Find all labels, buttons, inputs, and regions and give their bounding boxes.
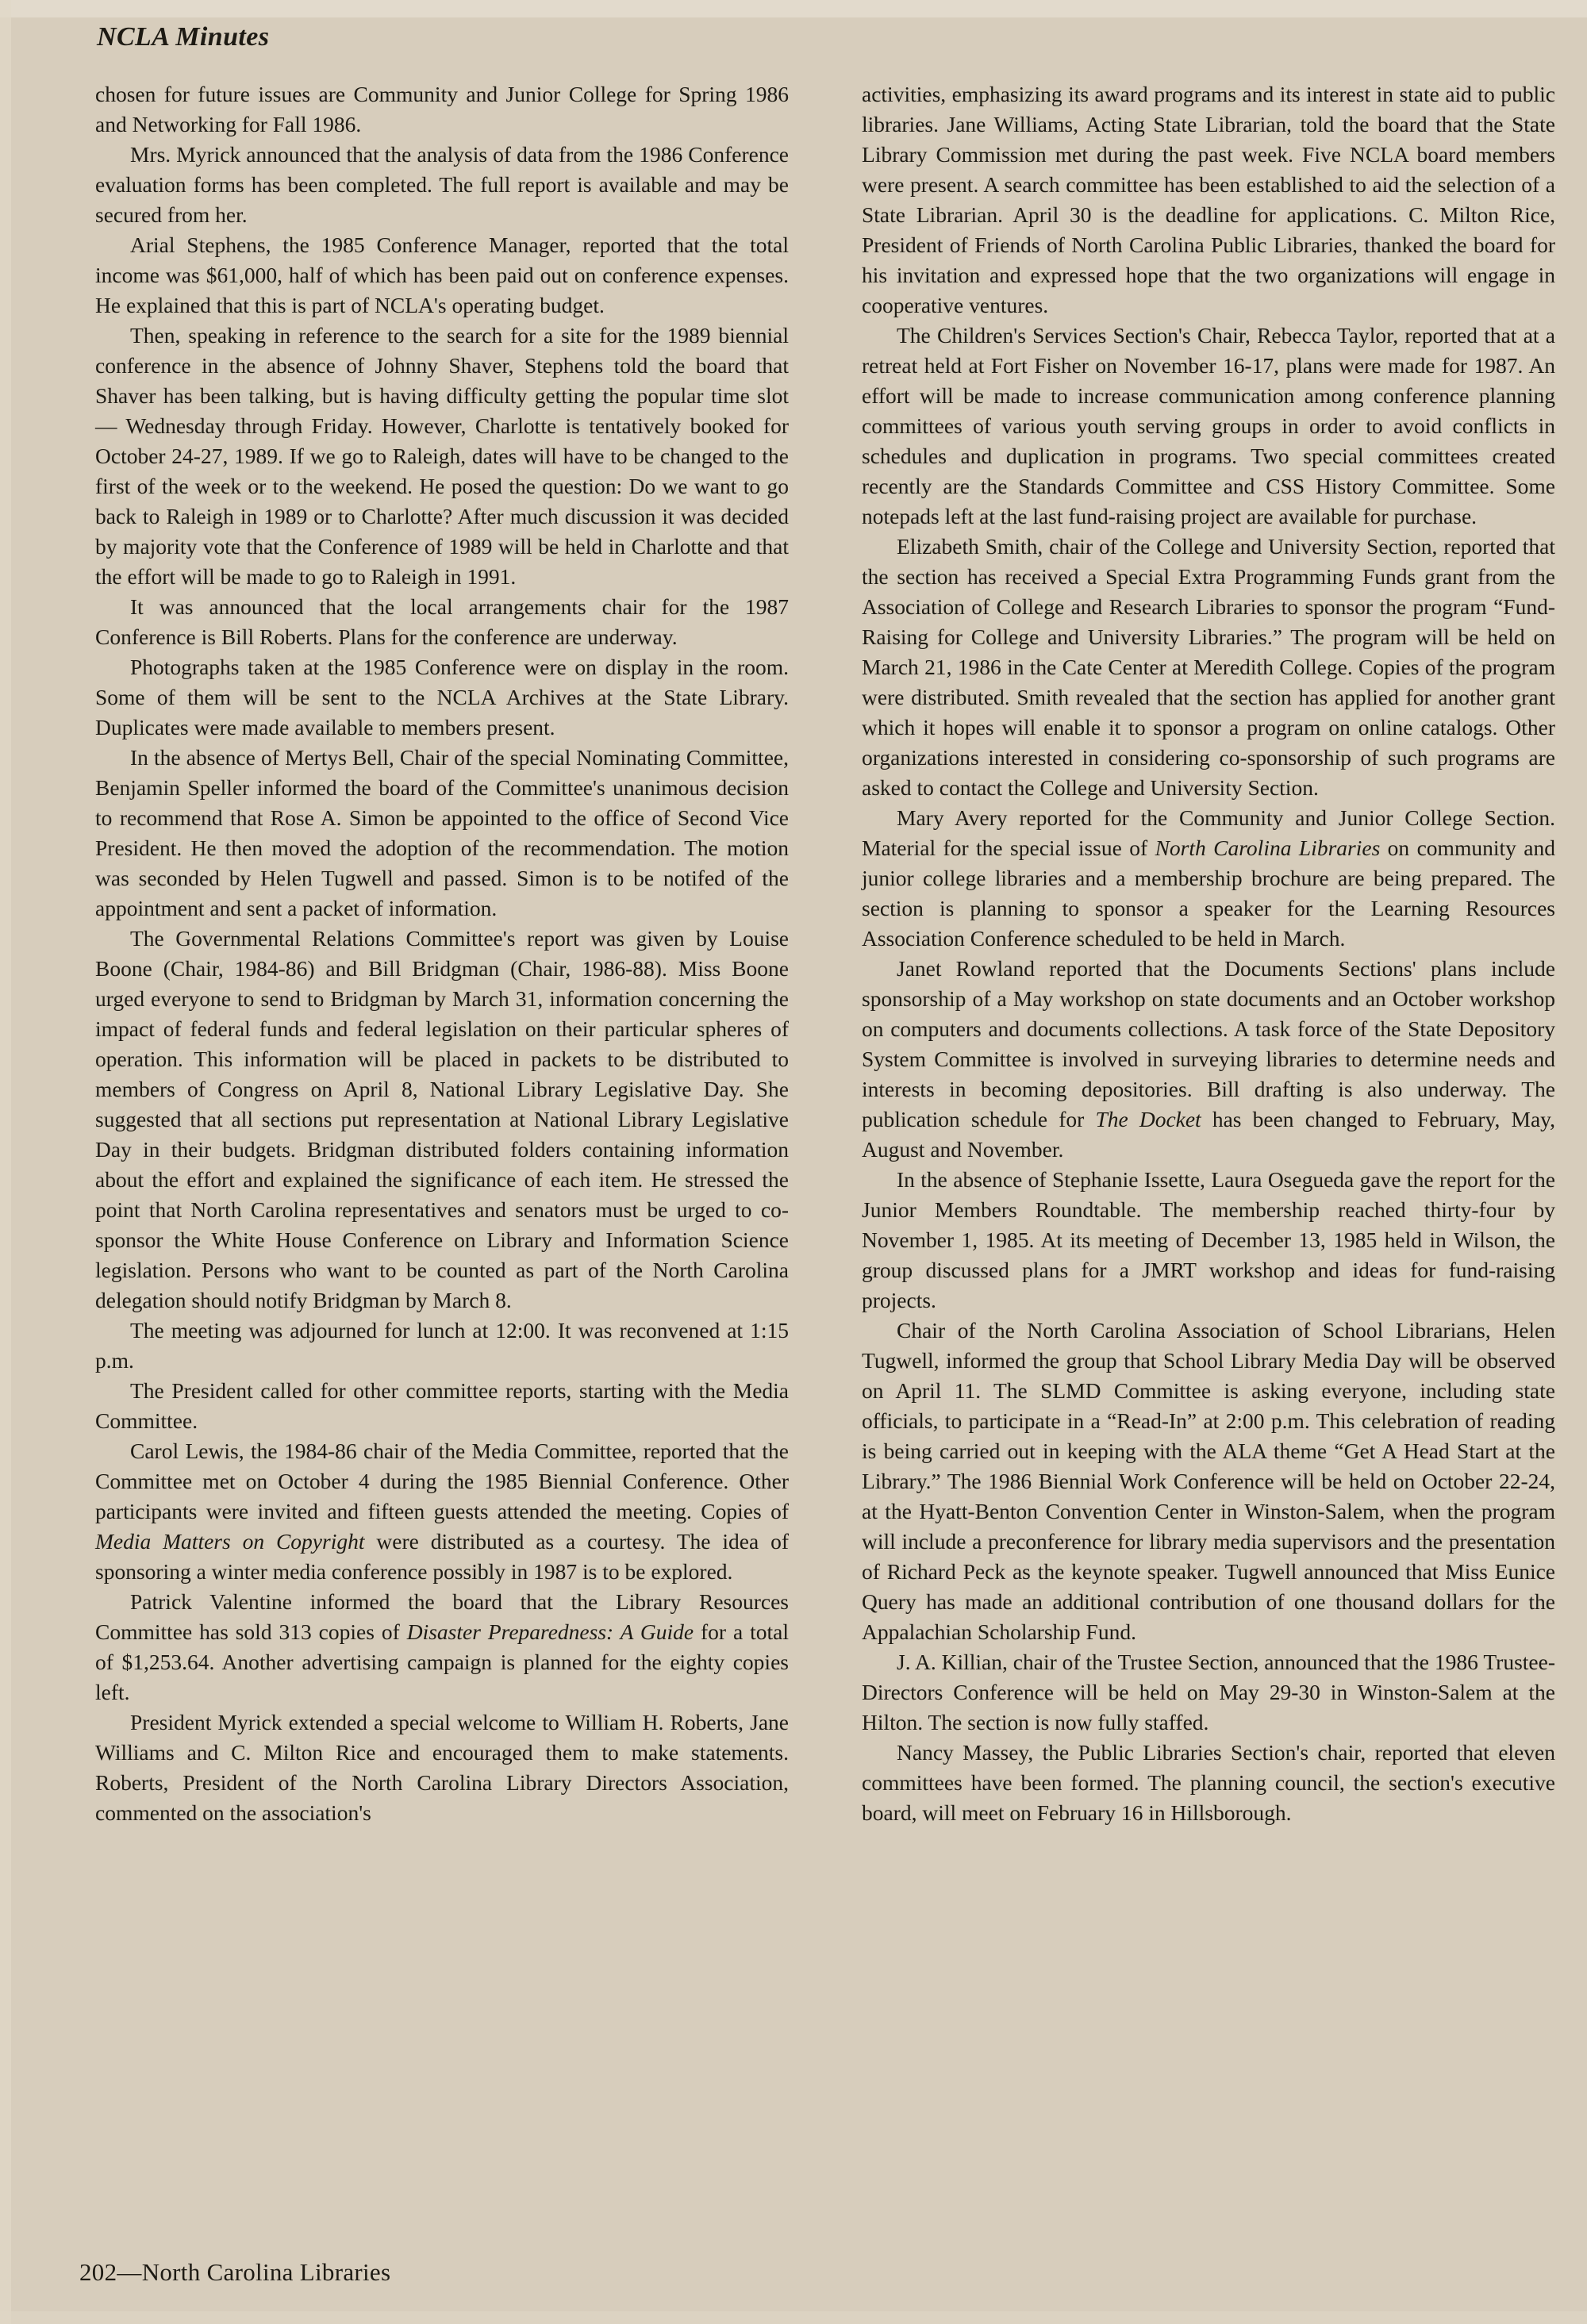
paragraph: Janet Rowland reported that the Documents Sections' plans include sponsorship of a May workshop on state documents and an October workshop on computers and documents collections. A task force of the State Depository System Committee is involved in surveying libraries to determine needs and interests in becoming depositories. Bill drafting is also underway. The publication schedule for The Docket has been changed to February, May, August and November. — [862, 956, 1555, 1162]
paragraph: The Children's Services Section's Chair, Rebecca Taylor, reported that at a retreat held at Fort Fisher on November 16-17, plans were made for 1987. An effort will be made to increase communication among conference planning committees of various youth serving groups in order to avoid conflicts in schedules and duplication in programs. Two special committees created recently are the Standards Committee and CSS History Committee. Some notepads left at the last fund-raising project are available for purchase. — [862, 323, 1555, 528]
paragraph: The President called for other committee reports, starting with the Media Committee. — [95, 1378, 789, 1433]
paragraph: It was announced that the local arrangements chair for the 1987 Conference is Bill Roberts. Plans for the conference are underway. — [95, 594, 789, 649]
page-footer: 202—North Carolina Libraries — [79, 2258, 391, 2286]
paragraph: chosen for future issues are Community and Junior College for Spring 1986 and Networking for Fall 1986. — [95, 82, 789, 136]
paragraph: Mrs. Myrick announced that the analysis of data from the 1986 Conference evaluation forms has been completed. The full report is available and may be secured from her. — [95, 142, 789, 227]
italic-title: North Carolina Libraries — [1155, 835, 1381, 860]
scan-edge-top — [0, 0, 1587, 17]
paragraph: J. A. Killian, chair of the Trustee Section, announced that the 1986 Trustee-Directors Conference will be held on May 29-30 in Winston-Salem at the Hilton. The section is now fully staffed. — [862, 1650, 1555, 1734]
paragraph: Elizabeth Smith, chair of the College and University Section, reported that the section has received a Special Extra Programming Funds grant from the Association of College and Research Libraries to sponsor the program “Fund-Raising for College and University Libraries.” The program will be held on March 21, 1986 in the Cate Center at Meredith College. Copies of the program were distributed. Smith revealed that the section has applied for another grant which it hopes will enable it to sponsor a program on online catalogs. Other organizations interested in considering co-sponsorship of such programs are asked to contact the College and University Section. — [862, 534, 1555, 800]
paragraph: In the absence of Mertys Bell, Chair of the special Nominating Committee, Benjamin Speller informed the board of the Committee's unanimous decision to recommend that Rose A. Simon be appointed to the office of Second Vice President. He then moved the adoption of the recommendation. The motion was seconded by Helen Tugwell and passed. Simon is to be notifed of the appointment and sent a packet of information. — [95, 745, 789, 920]
paragraph: Nancy Massey, the Public Libraries Section's chair, reported that eleven committees have been formed. The planning council, the section's executive board, will meet on February 16 in Hillsborough. — [862, 1740, 1555, 1825]
paragraph: Carol Lewis, the 1984-86 chair of the Media Committee, reported that the Committee met on October 4 during the 1985 Biennial Conference. Other participants were invited and fifteen guests attended the meeting. Copies of Media Matters on Copyright were distributed as a courtesy. The idea of sponsoring a winter media conference possibly in 1987 is to be explored. — [95, 1439, 789, 1584]
scan-edge-left — [0, 0, 11, 2324]
italic-title: Media Matters on Copyright — [95, 1529, 365, 1554]
paragraph: Arial Stephens, the 1985 Conference Manager, reported that the total income was $61,000, half of which has been paid out on conference expenses. He explained that this is part of NCLA's operating budget. — [95, 232, 789, 317]
paragraph: Patrick Valentine informed the board that the Library Resources Committee has sold 313 copies of Disaster Preparedness: A Guide for a total of $1,253.64. Another advertising campaign is planned for the eighty copies left. — [95, 1589, 789, 1704]
text-columns — [95, 79, 1555, 1828]
paragraph: In the absence of Stephanie Issette, Laura Osegueda gave the report for the Junior Members Roundtable. The membership reached thirty-four by November 1, 1985. At its meeting of December 13, 1985 held in Wilson, the group discussed plans for a JMRT workshop and ideas for fund-raising projects. — [862, 1167, 1555, 1312]
paragraph: activities, emphasizing its award programs and its interest in state aid to public libraries. Jane Williams, Acting State Librarian, told the board that the State Library Commission met during the past week. Five NCLA board members were present. A search committee has been established to aid the selection of a State Librarian. April 30 is the deadline for applications. C. Milton Rice, President of Friends of North Carolina Public Libraries, thanked the board for his invitation and expressed hope that the two organizations will engage in cooperative ventures. — [862, 82, 1555, 317]
paragraph: President Myrick extended a special welcome to William H. Roberts, Jane Williams and C. Milton Rice and encouraged them to make statements. Roberts, President of the North Carolina Library Directors Association, commented on the association's — [95, 1710, 789, 1825]
italic-title: Disaster Preparedness: A Guide — [406, 1619, 694, 1644]
paragraph: Mary Avery reported for the Community and Junior College Section. Material for the special issue of North Carolina Libraries on community and junior college libraries and a membership brochure are being prepared. The section is planning to sponsor a speaker for the Learning Resources Association Conference scheduled to be held in March. — [862, 805, 1555, 951]
paragraph: Then, speaking in reference to the search for a site for the 1989 biennial conference in the absence of Johnny Shaver, Stephens told the board that Shaver has been talking, but is having difficulty getting the popular time slot — Wednesday through Friday. However, Charlotte is tentatively booked for October 24-27, 1989. If we go to Raleigh, dates will have to be changed to the first of the week or to the weekend. He posed the question: Do we want to go back to Raleigh in 1989 or to Charlotte? After much discussion it was decided by majority vote that the Conference of 1989 will be held in Charlotte and that the effort will be made to go to Raleigh in 1991. — [95, 323, 789, 589]
paragraph: The Governmental Relations Committee's report was given by Louise Boone (Chair, 1984-86) and Bill Bridgman (Chair, 1986-88). Miss Boone urged everyone to send to Bridgman by March 31, information concerning the impact of federal funds and federal legislation on their particular spheres of operation. This information will be placed in packets to be distributed to members of Congress on April 8, National Library Legislative Day. She suggested that all sections put representation at National Library Legislative Day in their budgets. Bridgman distributed folders containing information about the effort and explained the significance of each item. He stressed the point that North Carolina representatives and senators must be urged to co-sponsor the White House Conference on Library and Information Science legislation. Persons who want to be counted as part of the North Carolina delegation should notify Bridgman by March 8. — [95, 926, 789, 1312]
page-title: NCLA Minutes — [97, 22, 270, 52]
right-column — [862, 79, 1555, 1828]
left-column — [95, 79, 789, 1828]
paragraph: The meeting was adjourned for lunch at 12:00. It was reconvened at 1:15 p.m. — [95, 1318, 789, 1373]
scan-edge-bottom — [0, 2311, 1587, 2324]
paragraph: Chair of the North Carolina Association of School Librarians, Helen Tugwell, informed the group that School Library Media Day will be observed on April 11. The SLMD Committee is asking everyone, including state officials, to participate in a “Read-In” at 2:00 p.m. This celebration of reading is being carried out in keeping with the ALA theme “Get A Head Start at the Library.” The 1986 Biennial Work Conference will be held on October 22-24, at the Hyatt-Benton Convention Center in Winston-Salem, when the program will include a preconference for library media supervisors and the presentation of Richard Peck as the keynote speaker. Tugwell announced that Miss Eunice Query has made an additional contribution of one thousand dollars for the Appalachian Scholarship Fund. — [862, 1318, 1555, 1644]
italic-title: The Docket — [1095, 1107, 1201, 1131]
paragraph: Photographs taken at the 1985 Conference were on display in the room. Some of them will be sent to the NCLA Archives at the State Library. Duplicates were made available to members present. — [95, 655, 789, 739]
